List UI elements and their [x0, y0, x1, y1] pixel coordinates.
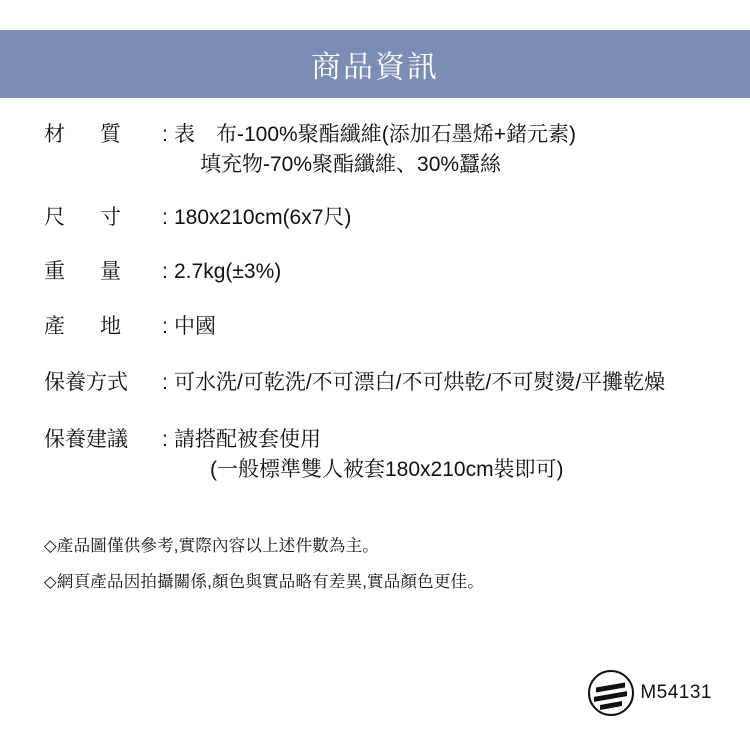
spec-colon-size: : [162, 205, 168, 229]
page-header-band [0, 30, 750, 98]
certification-block [588, 670, 712, 716]
spec-label-origin: 產 地 [44, 314, 122, 338]
spec-colon-weight: : [162, 260, 168, 284]
spec-row-weight [44, 257, 714, 287]
disclaimer-notes [44, 532, 724, 604]
spec-label-care-advice: 保養建議 [44, 427, 128, 451]
bsmi-icon-bar-bottom [600, 701, 622, 710]
spec-row-origin [44, 312, 714, 342]
spec-value-material-line2: 填充物-70%聚酯纖維、30%蠶絲 [200, 153, 502, 177]
certification-code: M54131 [640, 682, 712, 703]
spec-label-care-method: 保養方式 [44, 371, 128, 395]
spec-value-care-advice-line1: 請搭配被套使用 [174, 427, 321, 451]
spec-value-origin: 中國 [174, 314, 216, 338]
disclaimer-note-2: ◇網頁產品因拍攝關係,顏色與實品略有差異,實品顏色更佳。 [44, 573, 484, 591]
spec-value-care-advice [174, 425, 714, 486]
bsmi-commodity-inspection-icon [588, 670, 634, 716]
spec-list [44, 120, 714, 516]
spec-row-material [44, 120, 714, 181]
spec-colon-care-advice: : [162, 427, 168, 451]
spec-colon-origin: : [162, 314, 168, 338]
page-title: 商品資訊 [311, 51, 439, 84]
spec-row-care-method [44, 368, 714, 398]
spec-value-size: 180x210cm(6x7尺) [174, 205, 352, 229]
spec-value-weight: 2.7kg(±3%) [174, 260, 282, 284]
spec-label-weight: 重 量 [44, 260, 122, 284]
spec-colon-material: : [162, 123, 168, 146]
disclaimer-note-1: ◇產品圖僅供參考,實際內容以上述件數為主。 [44, 537, 379, 555]
spec-value-material-line1: 表 布-100%聚酯纖維(添加石墨烯+鍺元素) [174, 123, 576, 146]
spec-colon-care-method: : [162, 371, 168, 395]
bsmi-icon-bar-middle [594, 691, 627, 702]
spec-label-size: 尺 寸 [44, 205, 122, 229]
spec-row-size [44, 203, 714, 233]
spec-label-material: 材 質 [44, 123, 122, 146]
spec-value-material [174, 120, 714, 181]
spec-value-care-method: 可水洗/可乾洗/不可漂白/不可烘乾/不可熨燙/平攤乾燥 [174, 371, 666, 395]
spec-value-care-advice-line2: (一般標準雙人被套180x210cm裝即可) [210, 458, 564, 482]
spec-row-care-advice [44, 425, 714, 486]
